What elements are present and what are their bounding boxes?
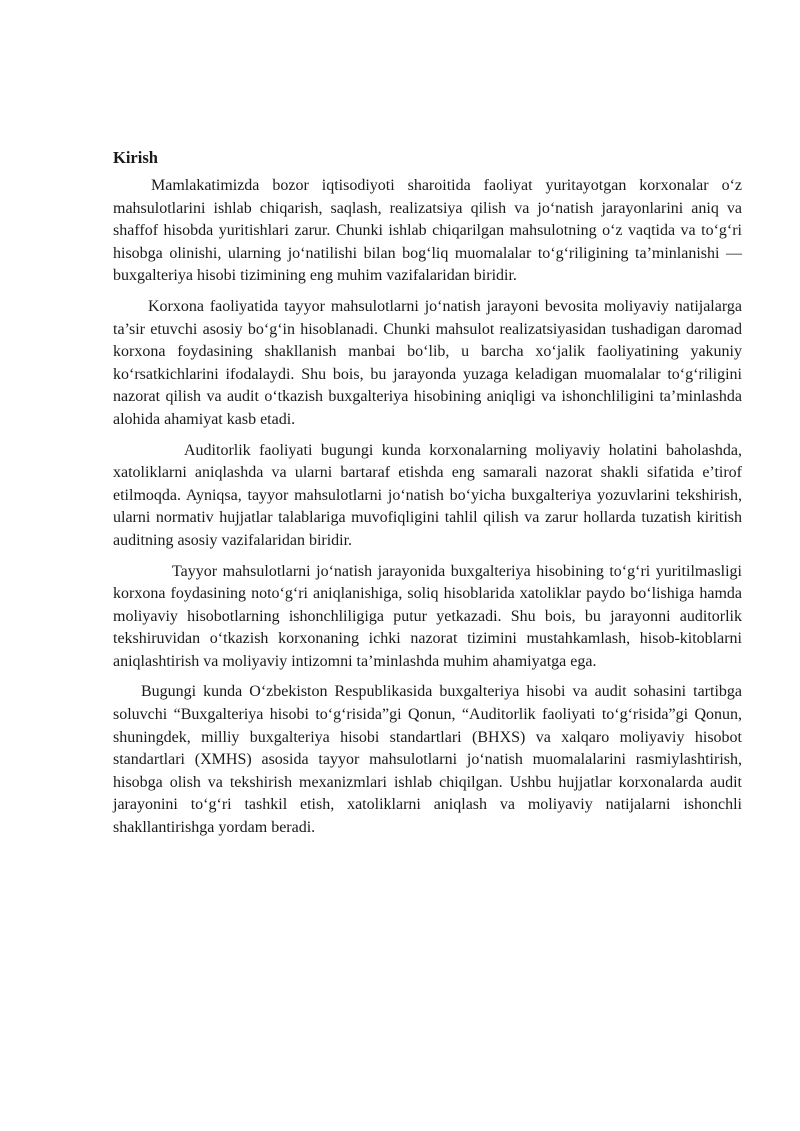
paragraph-4: Tayyor mahsulotlarni jo‘natish jarayonida buxgalteriya hisobining to‘g‘ri yuritilmasligi korxona foydasining noto‘g‘ri aniqlanishiga, soliq hisoblarida xatoliklar paydo bo‘lishiga hamda moliyaviy hisobotlarning ishonchliligiga putur yetkazadi. Shu bois, bu jarayonni auditorlik tekshiruvidan o‘tkazish korxonaning ichki nazorat tizimini mustahkamlash, hisob-kitoblarni aniqlashtirish va moliyaviy intizomni ta’minlashda muhim ahamiyatga ega. (113, 562, 742, 670)
section-heading: Kirish (113, 148, 158, 167)
paragraph-2: Korxona faoliyatida tayyor mahsulotlarni jo‘natish jarayoni bevosita moliyaviy natijalarga ta’sir etuvchi asosiy bo‘g‘in hisoblanadi. Chunki mahsulot realizatsiyasidan tushadigan daromad korxona foydasining shakllanish manbai bo‘lib, u barcha xo‘jalik faoliyatining yakuniy ko‘rsatkichlarini ifodalaydi. Shu bois, bu jarayonda yuzaga keladigan muomalalar to‘g‘riligini nazorat qilish va audit o‘tkazish buxgalteriya hisobining aniqligi va ishonchliligini ta’minlashda alohida ahamiyat kasb etadi. (113, 297, 742, 428)
paragraph-3: Auditorlik faoliyati bugungi kunda korxonalarning moliyaviy holatini baholashda, xatoliklarni aniqlashda va ularni bartaraf etishda eng samarali nazorat shakli sifatida e’tirof etilmoqda. Ayniqsa, tayyor mahsulotlarni jo‘natish bo‘yicha buxgalteriya yozuvlarini tekshirish, ularni normativ hujjatlar talablariga muvofiqligini tahlil qilish va zarur hollarda tuzatish kiritish auditning asosiy vazifalaridan biridir. (113, 441, 742, 549)
document-page (113, 147, 742, 848)
paragraph-5: Bugungi kunda O‘zbekiston Respublikasida buxgalteriya hisobi va audit sohasini tartibga soluvchi “Buxgalteriya hisobi to‘g‘risida”gi Qonun, “Auditorlik faoliyati to‘g‘risida”gi Qonun, shuningdek, milliy buxgalteriya hisobi standartlari (BHXS) va xalqaro moliyaviy hisobot standartlari (XMHS) asosida tayyor mahsulotlarni jo‘natish muomalalarini rasmiylashtirish, hisobga olish va tekshirish mexanizmlari ishlab chiqilgan. Ushbu hujjatlar korxonalarda audit jarayonini to‘g‘ri tashkil etish, xatoliklarni aniqlash va moliyaviy natijalarni ishonchli shakllantirishga yordam beradi. (113, 683, 742, 837)
paragraph-1: Mamlakatimizda bozor iqtisodiyoti sharoitida faoliyat yuritayotgan korxonalar o‘z mahsulotlarini ishlab chiqarish, saqlash, realizatsiya qilish va jo‘natish jarayonlarini aniq va shaffof hisobda yuritishlari zarur. Chunki ishlab chiqarilgan mahsulotning o‘z vaqtida va to‘g‘ri hisobga olinishi, ularning jo‘natilishi bilan bog‘liq muomalalar to‘g‘riligining ta’minlanishi — buxgalteriya hisobi tizimining eng muhim vazifalaridan biridir. (113, 177, 742, 285)
